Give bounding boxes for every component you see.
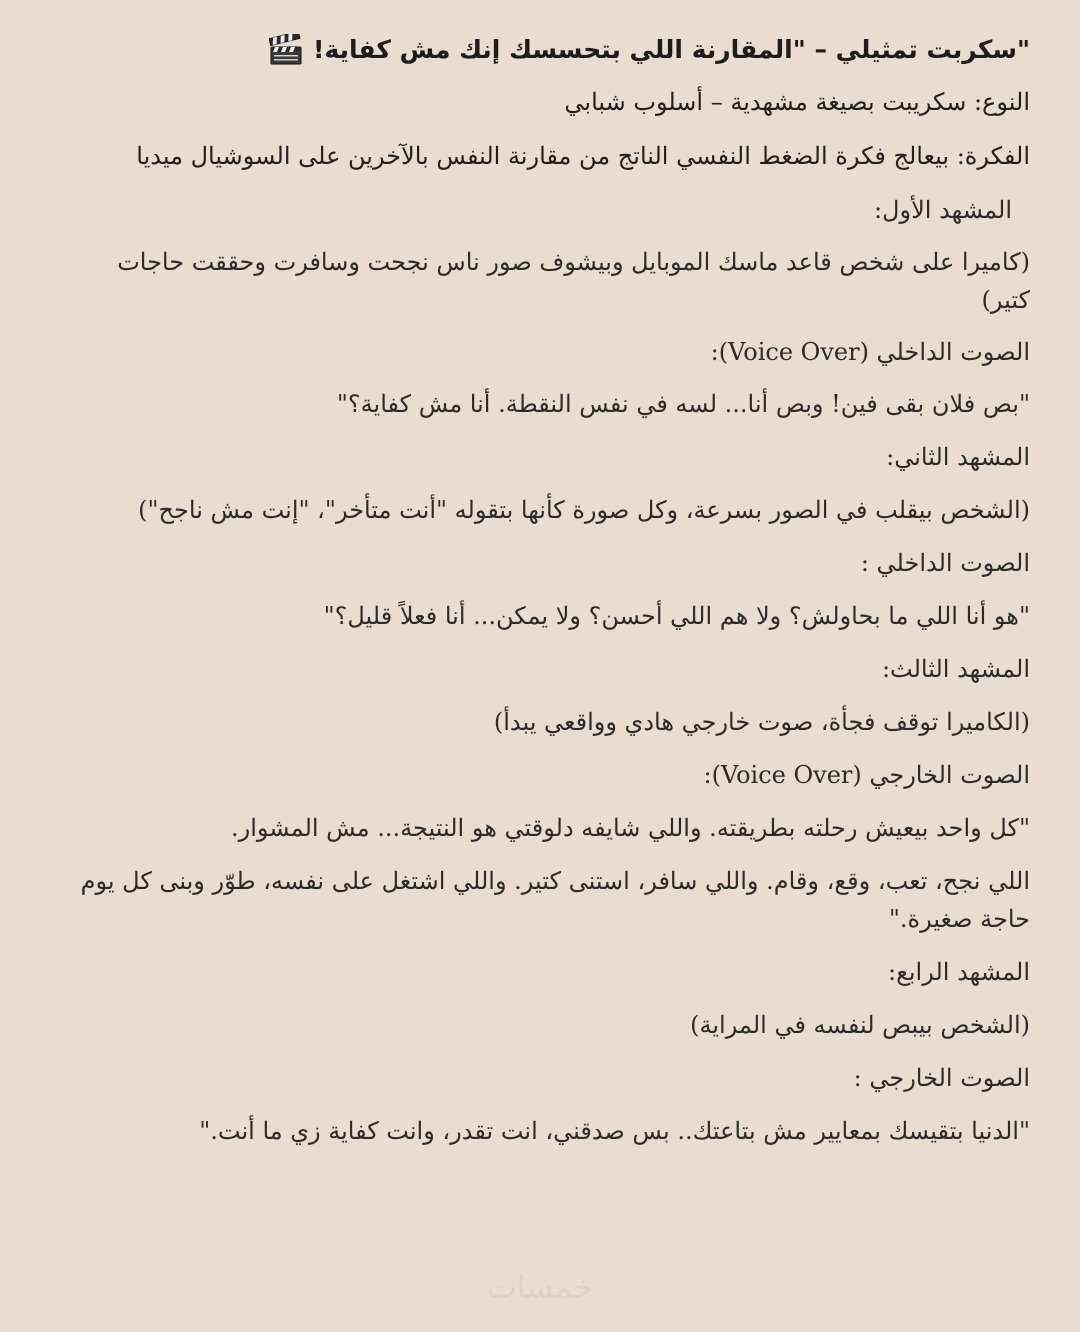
scene4-heading: المشهد الرابع: [888, 958, 1030, 986]
scene4-voice-line: "الدنيا بتقيسك بمعايير مش بتاعتك.. بس صدقني، انت تقدر، وانت كفاية زي ما أنت." [199, 1117, 1030, 1145]
scene3-voice-line-1: "كل واحد بيعيش رحلته بطريقته. واللي شايفه دلوقتي هو النتيجة... مش المشوار. [231, 814, 1030, 842]
script-title [80, 26, 1030, 74]
scene3-action: (الكاميرا توقف فجأة، صوت خارجي هادي وواقعي يبدأ) [493, 708, 1030, 736]
site-watermark: خمسات [486, 1268, 594, 1306]
script-document [80, 26, 1030, 1150]
scene4-voice-label: الصوت الخارجي : [853, 1064, 1030, 1092]
scene1-action: (كاميرا على شخص قاعد ماسك الموبايل وبيشوف صور ناس نجحت وسافرت وحققت حاجات كتير) [117, 248, 1030, 314]
scene1-heading: المشهد الأول: [873, 196, 1012, 224]
scene4-action: (الشخص بيبص لنفسه في المراية) [690, 1011, 1030, 1039]
idea-line: الفكرة: بيعالج فكرة الضغط النفسي الناتج من مقارنة النفس بالآخرين على السوشيال ميديا [136, 142, 1030, 170]
scene3-voice-line-2: اللي نجح، تعب، وقع، وقام. واللي سافر، استنى كتير. واللي اشتغل على نفسه، طوّر وبنى كل يوم حاجة صغيرة." [80, 867, 1030, 933]
scene1-voice-label: الصوت الداخلي (Voice Over): [710, 338, 1030, 366]
script-title-text: "سكربت تمثيلي – "المقارنة اللي بتحسسك إنك مش كفاية! [313, 35, 1030, 64]
scene2-voice-label: الصوت الداخلي : [860, 549, 1030, 577]
clapper-board-icon [269, 34, 303, 66]
scene2-action: (الشخص بيقلب في الصور بسرعة، وكل صورة كأنها بتقوله "أنت متأخر"، "إنت مش ناجح") [138, 496, 1030, 524]
genre-line: النوع: سكريبت بصيغة مشهدية – أسلوب شبابي [564, 88, 1030, 116]
scene3-voice-label: الصوت الخارجي (Voice Over): [703, 761, 1030, 789]
scene1-voice-line: "بص فلان بقى فين! وبص أنا... لسه في نفس النقطة. أنا مش كفاية؟" [336, 390, 1030, 418]
scene2-voice-line: "هو أنا اللي ما بحاولش؟ ولا هم اللي أحسن؟ ولا يمكن... أنا فعلاً قليل؟" [323, 602, 1030, 630]
scene2-heading: المشهد الثاني: [886, 443, 1030, 471]
scene3-heading: المشهد الثالث: [881, 655, 1030, 683]
